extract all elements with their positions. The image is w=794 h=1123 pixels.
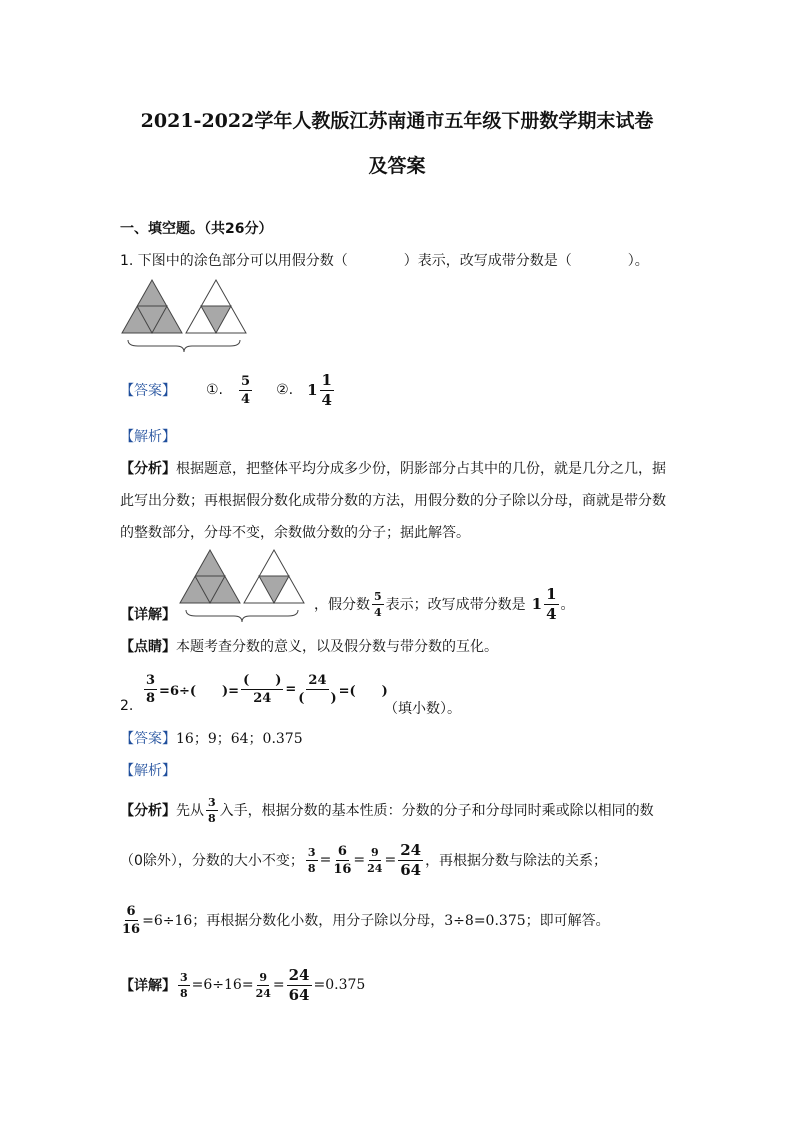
eq-sign: = [272,977,285,993]
fenxi-label: 【分析】 [120,803,176,819]
frac-den: 16 [122,921,141,937]
detail-text-1: ，假分数 [314,597,370,613]
frac-den: 4 [546,604,557,623]
eq-sign: = [285,681,297,697]
question-1-stem: 1. 下图中的涂色部分可以用假分数（ ）表示，改写成带分数是（ ）。 [120,253,649,269]
detail-text [314,584,575,624]
fenxi-label: 【分析】 [120,461,176,477]
question-2-answer [120,728,303,748]
frac-num: 1 [546,584,557,603]
detail-text-2: 表示；改写成带分数是 [385,597,526,613]
page-title: 2021-2022学年人教版江苏南通市五年级下册数学期末试卷 [140,110,654,132]
answer-fraction-2 [320,370,334,409]
answer-fraction-1 [239,375,252,406]
dianjing-line [120,636,498,656]
answer-label: 【答案】 [120,731,176,747]
fenxi-fraction-3-8b [306,847,318,874]
frac-den: 24 [253,690,272,706]
section-heading: 一、填空题。（共26分） [120,221,273,237]
frac-num: 3 [146,672,156,688]
frac-den-blank: ( ) [298,690,337,706]
mixed-whole: 1 [531,595,543,613]
analysis-label-2: 【解析】 [120,763,176,779]
triangle-figure-detail [176,548,320,624]
eq-sign: = [384,852,397,868]
question-1-answer [120,370,336,410]
frac-den: 8 [180,986,188,1000]
page-title-line2: 及答案 [368,155,426,177]
mixed-whole: 1 [307,381,318,399]
q2-fenxi-line-2 [120,836,607,884]
fenxi-fraction-3-8 [206,797,218,824]
q2-fenxi-line-1 [120,788,654,832]
eq-sign: = [353,852,366,868]
detail-label: 【详解】 [120,978,176,994]
answer-label: 【答案】 [120,383,176,399]
fenxi-fraction-6-16b [122,905,140,936]
frac-den: 64 [288,985,310,1004]
frac-num: 24 [308,672,327,688]
fenxi-text-d: ，再根据分数与除法的关系； [425,853,608,869]
frac-num: 24 [288,965,310,984]
detail-label: 【详解】 [120,607,176,623]
detail-end: 。 [560,597,575,613]
fenxi-fraction-6-16 [333,845,351,876]
q2-fenxi-line-3 [120,898,610,942]
frac-num: 5 [241,373,251,389]
answer-mark-1: ①. [206,382,224,398]
fenxi-line-2: 此写出分数；再根据假分数化成带分数的方法，用假分数的分子除以分母，商就是带分数 [120,493,666,509]
frac-num: 6 [126,903,136,919]
fenxi-text-e: =6÷16；再根据分数化小数，用分子除以分母，3÷8=0.375；即可解答。 [142,913,610,929]
fenxi-text-b: 入手，根据分数的基本性质：分数的分子和分母同时乘或除以相同的数 [219,803,654,819]
eq-fraction-24-blank [298,674,336,705]
fenxi-line-3: 的整数部分，分母不变，余数做分数的分子；据此解答。 [120,525,470,541]
detail-fraction-3-8 [178,972,190,999]
fenxi-text: 根据题意，把整体平均分成多少份，阴影部分占其中的几份，就是几分之几，据 [176,461,666,477]
eq-tail: =( ) [338,683,388,699]
frac-den: 64 [400,860,422,879]
frac-num: 1 [321,370,332,389]
eq-sign: = [319,852,332,868]
frac-num-blank: ( ) [243,672,282,688]
detail-tail: =0.375 [313,977,366,993]
question-2-note: （填小数）。 [384,701,461,717]
fenxi-line-1 [120,458,666,478]
frac-num: 3 [180,970,188,984]
fenxi-text-a: 先从 [176,803,204,819]
question-2-equation [142,668,388,710]
frac-den: 4 [321,390,332,409]
detail-fraction-9-24 [256,972,271,999]
analysis-label: 【解析】 [120,429,176,445]
frac-den: 8 [146,690,156,706]
frac-den: 4 [241,391,251,407]
detail-fraction-1 [372,591,384,618]
fenxi-text-c: （0除外），分数的大小不变； [120,853,304,869]
frac-num: 9 [370,845,379,859]
frac-den: 8 [307,861,316,875]
frac-num: 24 [400,840,422,859]
frac-den: 4 [374,605,382,619]
frac-num: 6 [337,843,347,859]
frac-num: 5 [374,589,382,603]
frac-den: 24 [367,861,383,875]
answer-text: 16；9；64；0.375 [176,731,303,747]
frac-num: 3 [307,845,316,859]
frac-num: 9 [259,970,268,984]
dianjing-text: 本题考查分数的意义，以及假分数与带分数的互化。 [176,639,498,655]
frac-num: 3 [208,795,216,809]
frac-den: 24 [255,986,271,1000]
eq-mid: =6÷( )= [159,683,240,699]
detail-fraction-24-64 [287,965,312,1004]
q2-detail [120,960,365,1010]
frac-den: 16 [333,861,352,877]
frac-den: 8 [208,811,216,825]
detail-mid: =6÷16= [191,977,254,993]
question-2-number: 2. [120,698,134,714]
detail-fraction-2 [544,584,558,623]
eq-fraction-blank-24 [241,674,283,705]
eq-fraction-3-8 [144,674,157,705]
dianjing-label: 【点睛】 [120,639,176,655]
answer-mark-2: ②. [276,382,294,398]
triangle-figure [118,278,262,354]
fenxi-fraction-24-64 [398,840,423,879]
fenxi-fraction-9-24 [367,847,382,874]
